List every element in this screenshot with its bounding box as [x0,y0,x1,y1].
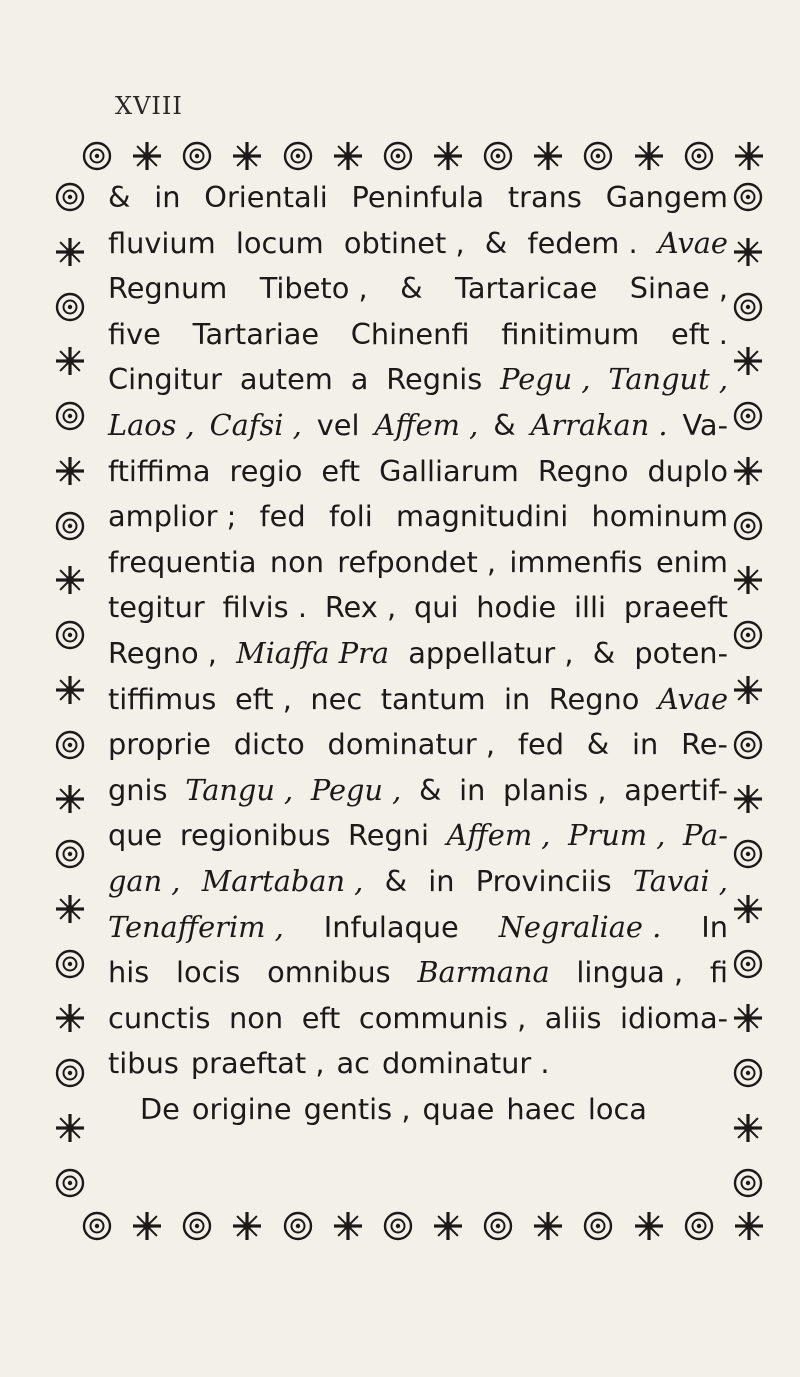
text-line [108,540,728,586]
text-word: Va- [682,407,728,442]
rosette-cross-icon [80,1209,114,1243]
text-word: planis , [503,772,607,807]
text-word: omnibus [267,955,391,990]
text-word: in [459,772,486,807]
text-line [108,768,728,814]
rosette-cross-icon [53,618,87,652]
text-word: quae [422,1091,495,1126]
rosette-cross-icon [731,399,765,433]
text-word: Re- [681,727,728,762]
text-word: aliis [544,1000,602,1035]
ornament-border-right [728,180,768,1200]
text-word: Chinenfi [350,316,470,351]
rosette-cross-icon [731,454,765,488]
rosette-cross-icon [731,1166,765,1200]
text-word: In [701,909,728,944]
ornament-border-left [50,180,90,1200]
text-word: Prum , [568,818,666,853]
text-word: Peninfula [351,180,485,214]
rosette-cross-icon [731,344,765,378]
latin-text-block [108,175,728,1132]
text-word: obtinet , [343,225,465,260]
text-word: Pegu , [310,772,402,807]
rosette-cross-icon [682,1209,716,1243]
text-word: locis [175,955,241,990]
text-word: locum [235,225,324,260]
text-word: Avae [657,681,728,716]
rosette-cross-icon [130,1209,164,1243]
text-word: Galliarum [379,453,519,488]
text-word: Tangu , [185,772,294,807]
text-word: Affem , [374,407,479,442]
rosette-cross-icon [731,837,765,871]
rosette-cross-icon [53,947,87,981]
rosette-cross-icon [731,618,765,652]
text-word: apertif- [624,772,728,807]
text-line [108,950,728,996]
text-word: in [504,681,531,716]
text-word: que [108,818,163,853]
rosette-cross-icon [731,782,765,816]
text-word: Cingitur [108,362,223,397]
rosette-cross-icon [230,139,264,173]
text-line [108,266,728,312]
text-word: Sinae , [629,271,728,306]
text-line [108,585,728,631]
text-word: Regnum [108,271,228,306]
text-word: poten- [634,635,728,670]
text-line [108,312,728,358]
text-word: in [632,727,659,762]
text-word: gnis [108,772,168,807]
text-word: tibus [108,1046,179,1081]
rosette-cross-icon [230,1209,264,1243]
rosette-cross-icon [53,837,87,871]
text-word: Regno , [108,635,217,670]
text-line [108,677,728,723]
page-number: XVIII [115,92,183,120]
rosette-cross-icon [731,892,765,926]
text-word: & [384,863,408,898]
text-word: hodie [476,590,557,625]
text-word: loca [587,1091,647,1126]
rosette-cross-icon [731,180,765,214]
rosette-cross-icon [731,1001,765,1035]
text-word: Negraliae . [498,909,662,944]
rosette-cross-icon [180,139,214,173]
text-word: fluvium [108,225,216,260]
rosette-cross-icon [481,139,515,173]
text-word: qui [413,590,459,625]
rosette-cross-icon [53,344,87,378]
rosette-cross-icon [731,563,765,597]
rosette-cross-icon [281,1209,315,1243]
text-word: Pa- [682,818,728,853]
text-word: tegitur [108,590,205,625]
text-word: in [154,180,181,214]
text-word: enim [655,544,728,579]
text-word: & [493,407,516,442]
text-word: tantum [380,681,486,716]
rosette-cross-icon [53,1001,87,1035]
text-line [108,1087,728,1133]
rosette-cross-icon [581,1209,615,1243]
text-line [108,494,728,540]
text-word: haec [506,1091,576,1126]
text-word: appellatur , [408,635,574,670]
text-word: praeeft [623,590,728,625]
text-word: & [400,271,423,306]
rosette-cross-icon [53,290,87,324]
text-word: tiffimus [108,681,217,716]
text-word: eft , [234,681,292,716]
text-word: illi [574,590,607,625]
rosette-cross-icon [481,1209,515,1243]
rosette-cross-icon [531,1209,565,1243]
text-line [108,905,728,951]
ornament-border-bottom [80,1206,766,1246]
rosette-cross-icon [731,728,765,762]
text-word: Tenafferim , [108,909,284,944]
rosette-cross-icon [431,1209,465,1243]
text-word: Tartaricae [455,271,598,306]
rosette-cross-icon [732,139,766,173]
text-word: duplo [647,453,728,488]
text-word: Arrakan . [530,407,668,442]
rosette-cross-icon [731,1111,765,1145]
text-word: Regnis [386,362,483,397]
text-line [108,813,728,859]
rosette-cross-icon [632,139,666,173]
rosette-cross-icon [331,139,365,173]
text-word: Regni [348,818,430,853]
text-word: regionibus [179,818,331,853]
text-word: gan , [108,863,181,898]
rosette-cross-icon [581,139,615,173]
rosette-cross-icon [53,399,87,433]
text-word: filvis . [222,590,307,625]
text-word: Orientali [204,180,328,214]
text-word: Avae [657,225,728,260]
text-word: frequentia [108,544,257,579]
text-line [108,175,728,221]
rosette-cross-icon [732,1209,766,1243]
rosette-cross-icon [731,290,765,324]
rosette-cross-icon [130,139,164,173]
text-word: praeftat , [190,1046,325,1081]
rosette-cross-icon [53,1166,87,1200]
text-word: in [428,863,455,898]
rosette-cross-icon [731,509,765,543]
text-word: lingua , [576,955,684,990]
text-word: immenfis [509,544,643,579]
text-word: proprie [108,727,211,762]
text-word: Gangem [605,180,728,214]
rosette-cross-icon [632,1209,666,1243]
rosette-cross-icon [381,1209,415,1243]
text-word: Tartariae [192,316,320,351]
text-word: Affem , [446,818,551,853]
rosette-cross-icon [53,563,87,597]
text-word: vel [316,407,360,442]
text-word: autem [239,362,333,397]
rosette-cross-icon [731,1056,765,1090]
rosette-cross-icon [53,454,87,488]
rosette-cross-icon [53,728,87,762]
ornament-border-top [80,136,766,176]
text-word: Pegu , [500,362,591,397]
text-word: eft [301,1000,341,1035]
rosette-cross-icon [53,235,87,269]
text-line [108,403,728,449]
text-word: fedem . [527,225,638,260]
rosette-cross-icon [80,139,114,173]
text-word: hominum [591,499,728,534]
rosette-cross-icon [731,947,765,981]
text-word: Provinciis [475,863,612,898]
rosette-cross-icon [53,1111,87,1145]
text-word: Laos , [108,407,195,442]
rosette-cross-icon [53,509,87,543]
text-word: finitimum [501,316,640,351]
text-line [108,722,728,768]
rosette-cross-icon [331,1209,365,1243]
rosette-cross-icon [682,139,716,173]
text-word: eft [321,453,361,488]
text-word: refpondet , [337,544,497,579]
text-line [108,859,728,905]
text-word: Martaban , [201,863,364,898]
text-line [108,996,728,1042]
text-word: ftiffima [108,453,211,488]
rosette-cross-icon [180,1209,214,1243]
text-word: fi [709,955,728,990]
text-line [108,1041,728,1087]
text-word: amplior ; [108,499,237,534]
rosette-cross-icon [531,139,565,173]
rosette-cross-icon [53,180,87,214]
text-word: Tangut , [608,362,728,397]
text-word: eft . [671,316,728,351]
text-word: Regno [537,453,629,488]
text-line [108,449,728,495]
text-word: origine [191,1091,292,1126]
text-word: fed [259,499,306,534]
text-word: Miaffa Pra [236,635,390,670]
text-word: non [229,1000,284,1035]
text-word: Cafsi , [209,407,302,442]
text-word: ac [336,1046,370,1081]
text-word: Infulaque [323,909,459,944]
rosette-cross-icon [731,673,765,707]
text-word: dicto [233,727,305,762]
text-word: magnitudini [395,499,569,534]
text-word: his [108,955,150,990]
rosette-cross-icon [281,139,315,173]
text-word: a [350,362,369,397]
text-word: communis , [358,1000,527,1035]
text-word: & [592,635,616,670]
text-word: fed [517,727,565,762]
rosette-cross-icon [431,139,465,173]
text-word: & [108,180,131,214]
text-word: foli [328,499,373,534]
text-line [108,631,728,677]
text-word: cunctis [108,1000,211,1035]
text-word: Rex , [324,590,397,625]
text-word: Regno [548,681,640,716]
text-word: Tibeto , [259,271,368,306]
text-word: dominatur , [327,727,496,762]
rosette-cross-icon [381,139,415,173]
text-word: & [418,772,442,807]
text-word: Barmana [417,955,550,990]
text-word: & [586,727,610,762]
text-word: De [140,1091,180,1126]
text-word: nec [310,681,363,716]
rosette-cross-icon [53,782,87,816]
text-word: five [108,316,161,351]
rosette-cross-icon [731,235,765,269]
text-word: non [269,544,324,579]
text-line [108,221,728,267]
text-line [108,357,728,403]
text-word: dominatur . [381,1046,550,1081]
rosette-cross-icon [53,1056,87,1090]
rosette-cross-icon [53,892,87,926]
text-word: gentis , [303,1091,411,1126]
rosette-cross-icon [53,673,87,707]
text-word: trans [507,180,582,214]
text-word: idioma- [620,1000,728,1035]
text-word: & [484,225,508,260]
text-word: Tavai , [632,863,728,898]
text-word: regio [229,453,303,488]
